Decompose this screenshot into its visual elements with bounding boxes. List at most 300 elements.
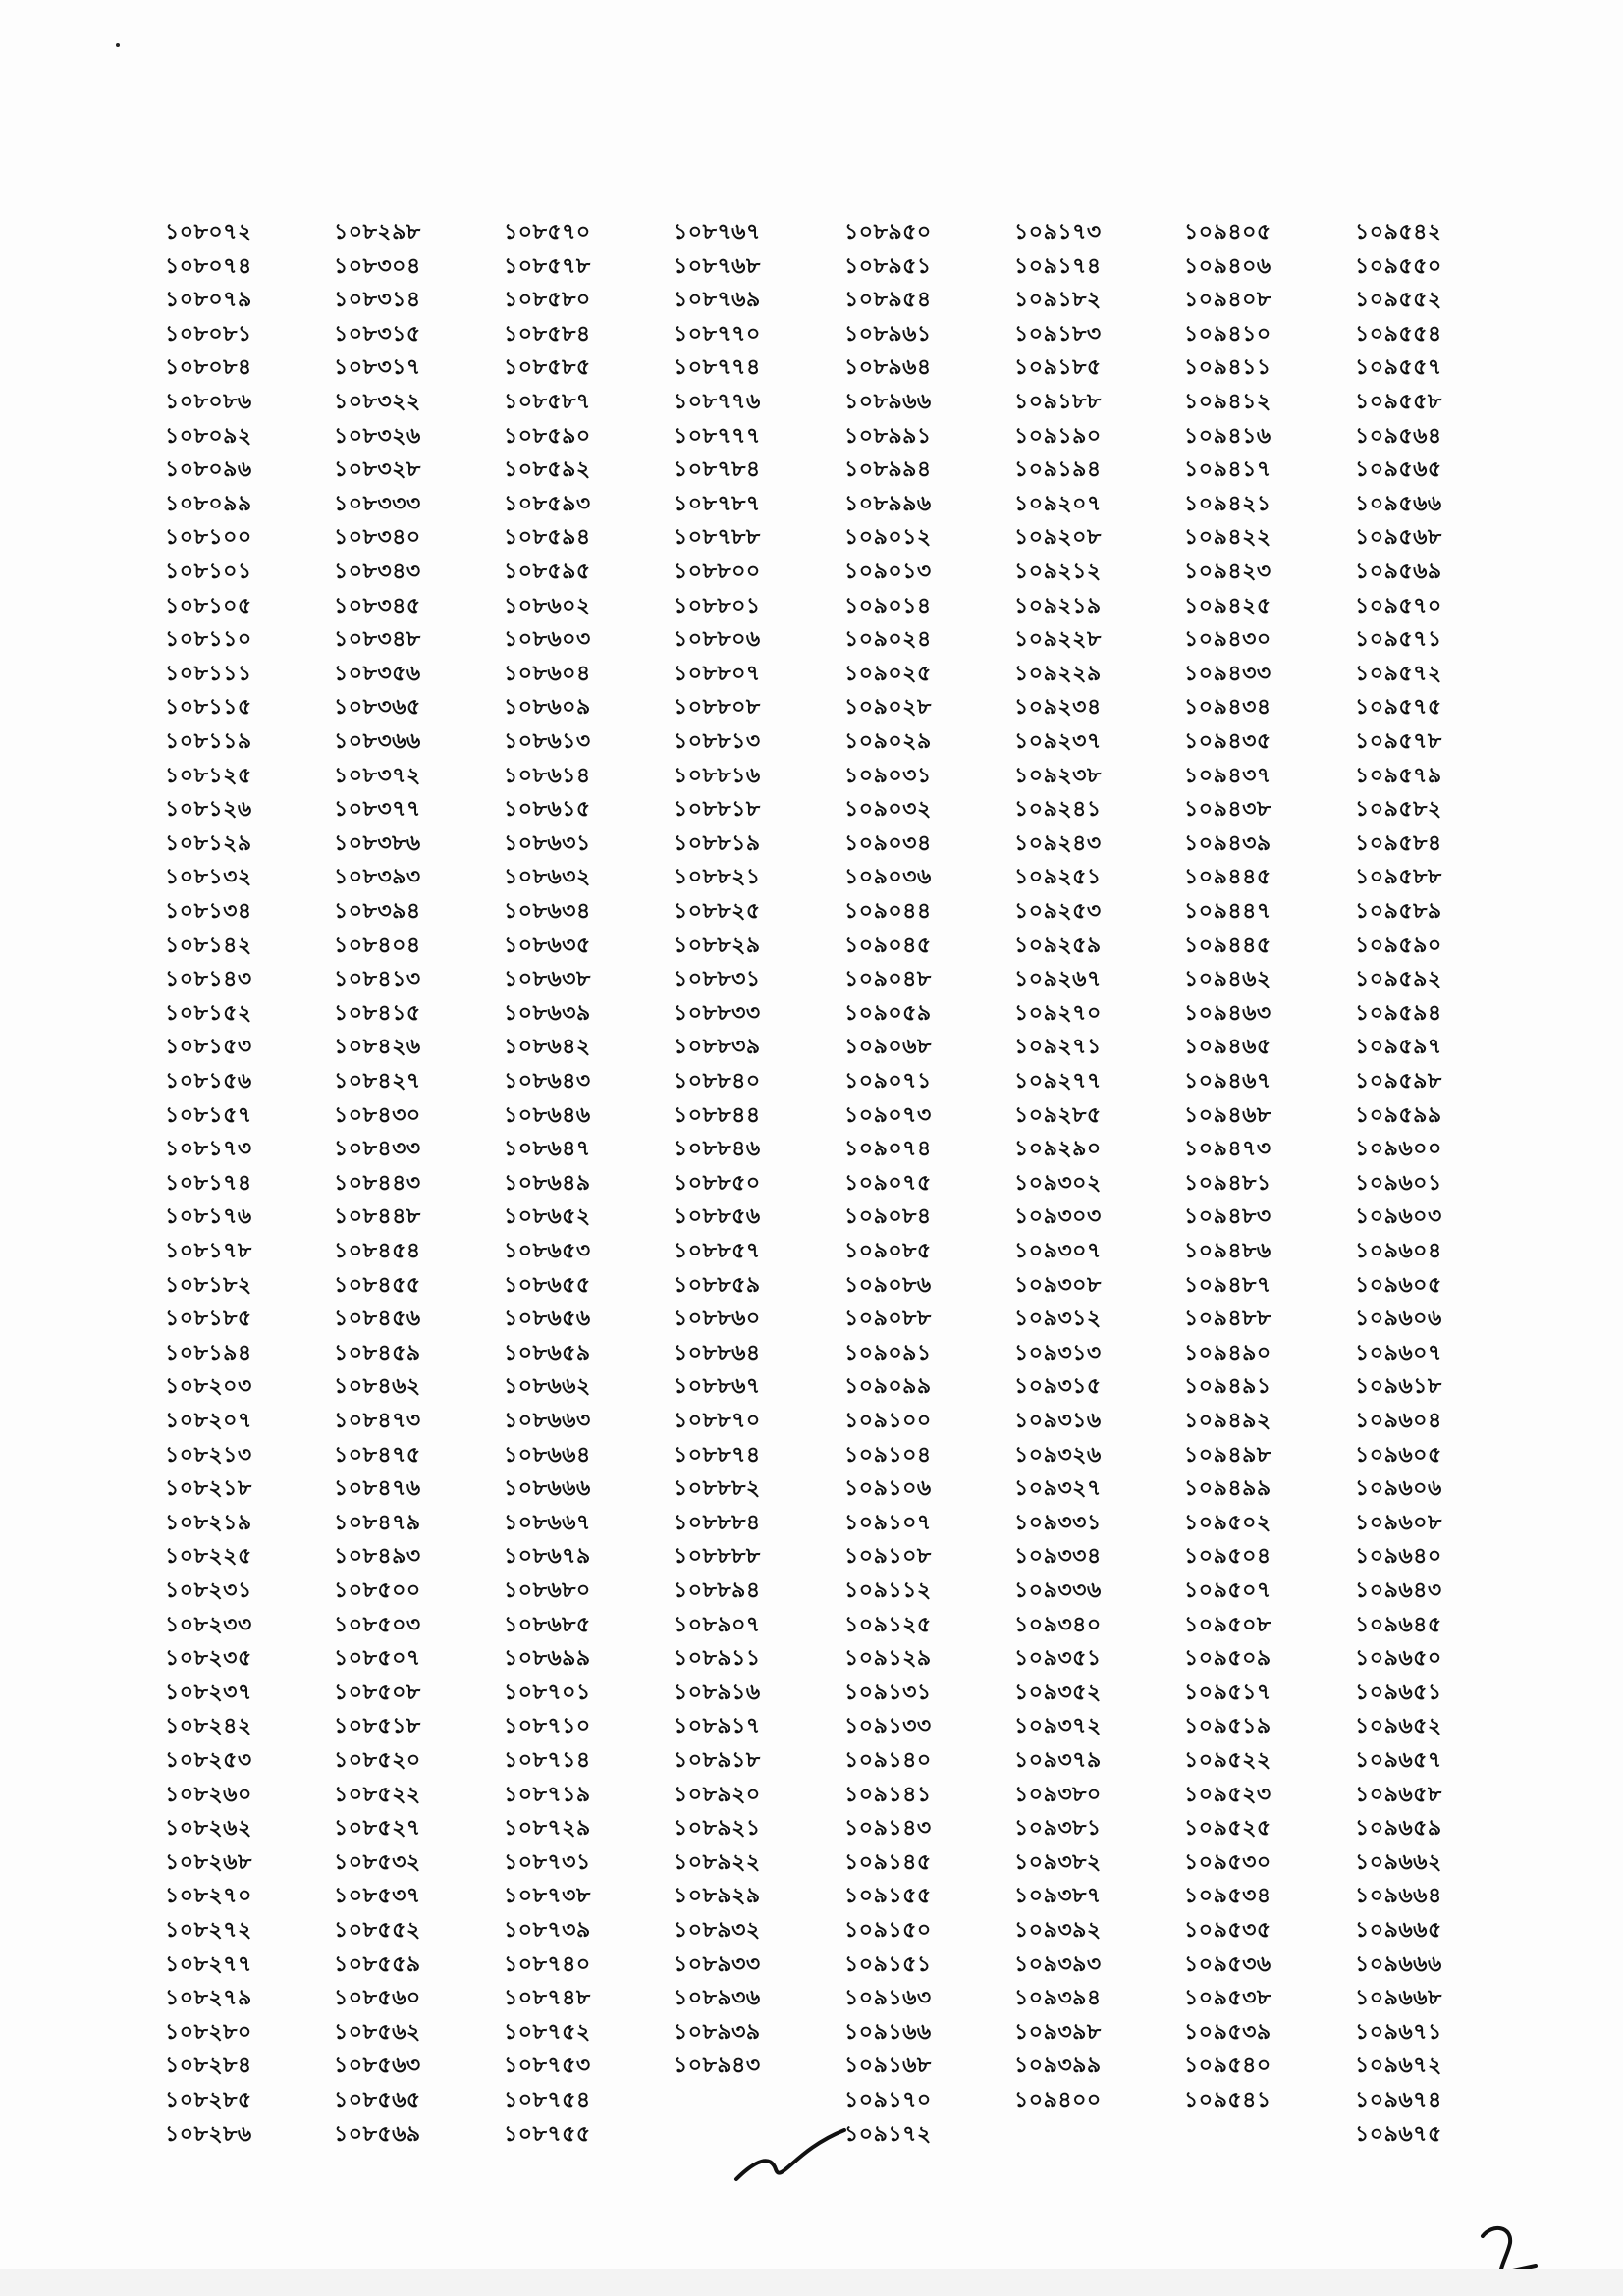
roll-number: ১০৯১৭৪ <box>1014 253 1102 279</box>
roll-number: ১০৯৫৮৯ <box>1355 899 1442 924</box>
roll-number: ১০৯৫১৭ <box>1184 1680 1271 1705</box>
roll-number: ১০৮৪৫৫ <box>334 1272 421 1298</box>
roll-number: ১০৮৮৩১ <box>674 967 761 992</box>
roll-number: ১০৯৫৩৫ <box>1184 1918 1271 1943</box>
roll-number: ১০৮৩৪৩ <box>334 560 421 584</box>
roll-number: ১০৮৫০০ <box>334 1578 421 1603</box>
roll-number: ১০৯১৮২ <box>1014 288 1102 313</box>
roll-number: ১০৮৭৬৯ <box>674 288 761 313</box>
roll-number: ১০৯৬৬৬ <box>1355 1951 1442 1977</box>
roll-number: ১০৯৩২৭ <box>1014 1476 1102 1502</box>
roll-number: ১০৮৬৩৪ <box>504 899 591 924</box>
roll-number: ১০৮৮১৮ <box>674 797 761 823</box>
roll-number: ১০৯৫০৪ <box>1184 1544 1271 1570</box>
roll-number: ১০৮৭৭০ <box>674 321 761 347</box>
roll-number: ১০৮৭৫২ <box>504 2019 591 2045</box>
roll-number: ১০৯৬৫৮ <box>1355 1782 1442 1807</box>
roll-number: ১০৮৭১৯ <box>504 1782 591 1807</box>
roll-number: ১০৯৫৭৮ <box>1355 729 1442 754</box>
roll-number: ১০৯৫৯৪ <box>1355 1000 1442 1026</box>
roll-number: ১০৯৪৬৮ <box>1184 1102 1271 1128</box>
roll-number: ১০৮৭৭৭ <box>674 423 761 449</box>
roll-number: ১০৮৯২২ <box>674 1849 761 1875</box>
roll-number: ১০৮৫০৮ <box>334 1680 421 1705</box>
roll-number: ১০৯৫৬৯ <box>1355 560 1442 584</box>
roll-number: ১০৯৫৬৫ <box>1355 457 1442 483</box>
roll-number: ১০৮২৭৯ <box>165 1986 252 2011</box>
roll-number: ১০৯৩৭২ <box>1014 1714 1102 1739</box>
roll-number: ১০৮৫৫৯ <box>334 1951 421 1977</box>
roll-number: ১০৮৬৫৩ <box>504 1239 591 1263</box>
roll-number: ১০৯৫০৮ <box>1184 1612 1271 1637</box>
roll-number: ১০৯১০৮ <box>844 1544 932 1570</box>
roll-number: ১০৯৬৬৫ <box>1355 1918 1442 1943</box>
roll-number: ১০৯৫১৯ <box>1184 1714 1271 1739</box>
roll-number: ১০৯০৯৯ <box>844 1374 932 1400</box>
roll-number: ১০৮৫৯৩ <box>504 491 591 516</box>
roll-number: ১০৯৬৪৩ <box>1355 1578 1442 1603</box>
roll-number: ১০৮৮৮৮ <box>674 1544 761 1570</box>
roll-number: ১০৯৬৪৫ <box>1355 1612 1442 1637</box>
roll-number: ১০৮৯৬৪ <box>844 355 932 381</box>
roll-number: ১০৯৬০৪ <box>1355 1409 1442 1433</box>
roll-number: ১০৮৩৫৬ <box>334 661 421 686</box>
roll-number: ১০৯২৩৭ <box>1014 729 1102 754</box>
roll-number: ১০৯৩৫১ <box>1014 1646 1102 1672</box>
roll-number: ১০৯৩০৩ <box>1014 1204 1102 1230</box>
roll-number: ১০৯২৫১ <box>1014 865 1102 890</box>
roll-number: ১০৮৮৭০ <box>674 1409 761 1433</box>
roll-number: ১০৯৪১৭ <box>1184 457 1271 483</box>
roll-number: ১০৯২৭০ <box>1014 1000 1102 1026</box>
roll-number: ১০৮৫২২ <box>334 1782 421 1807</box>
roll-number: ১০৮৬৪৬ <box>504 1102 591 1128</box>
roll-number: ১০৮৯৫৪ <box>844 288 932 313</box>
roll-number: ১০৯৩১৬ <box>1014 1409 1102 1433</box>
roll-number: ১০৮৫২৭ <box>334 1816 421 1842</box>
roll-number: ১০৮২৯৮ <box>334 220 421 244</box>
roll-number: ১০৮৭১০ <box>504 1714 591 1739</box>
roll-number: ১০৯৪৩৭ <box>1184 763 1271 788</box>
roll-number: ১০৮৫৮০ <box>504 288 591 313</box>
roll-number: ১০৯২১২ <box>1014 560 1102 584</box>
roll-number: ১০৮৭৩৮ <box>504 1884 591 1909</box>
roll-number: ১০৮৭৭৪ <box>674 355 761 381</box>
roll-number: ১০৮৬৪৯ <box>504 1170 591 1196</box>
roll-number: ১০৯৩১২ <box>1014 1307 1102 1332</box>
roll-number: ১০৮৮৬৪ <box>674 1340 761 1365</box>
roll-number: ১০৮৪০৪ <box>334 933 421 958</box>
roll-number: ১০৮০৮৬ <box>165 390 252 414</box>
roll-number: ১০৯৩০৭ <box>1014 1239 1102 1263</box>
roll-number: ১০৯৪২১ <box>1184 491 1271 516</box>
roll-number: ১০৯১০৪ <box>844 1442 932 1468</box>
roll-number: ১০৮৫৯৫ <box>504 560 591 584</box>
roll-number: ১০৮২১৩ <box>165 1442 252 1468</box>
roll-number: ১০৯১২৯ <box>844 1646 932 1672</box>
roll-number: ১০৮২৮০ <box>165 2019 252 2045</box>
roll-number: ১০৯৬৬২ <box>1355 1849 1442 1875</box>
roll-number: ১০৯৪৪৫ <box>1184 933 1271 958</box>
roll-number: ১০৮৬৫২ <box>504 1204 591 1230</box>
roll-number: ১০৮৫৯২ <box>504 457 591 483</box>
roll-number: ১০৮৮০০ <box>674 560 761 584</box>
roll-number: ১০৮৭৮৪ <box>674 457 761 483</box>
roll-number: ১০৯১৮৮ <box>1014 390 1102 414</box>
roll-number: ১০৯৪১২ <box>1184 390 1271 414</box>
roll-number: ১০৮৬৫৯ <box>504 1340 591 1365</box>
roll-number: ১০৮০৭২ <box>165 220 252 244</box>
roll-number: ১০৯৫৭১ <box>1355 627 1442 653</box>
roll-number: ১০৯২২৯ <box>1014 661 1102 686</box>
roll-number: ১০৮৫৬৫ <box>334 2088 421 2112</box>
roll-number: ১০৮৯১৮ <box>674 1748 761 1773</box>
roll-number: ১০৯৫২২ <box>1184 1748 1271 1773</box>
roll-number: ১০৯৬৫৯ <box>1355 1816 1442 1842</box>
roll-number: ১০৮৮৪০ <box>674 1069 761 1094</box>
roll-number: ১০৯১৬৩ <box>844 1986 932 2011</box>
roll-number: ১০৯৪৮৭ <box>1184 1272 1271 1298</box>
roll-number: ১০৯৬৪০ <box>1355 1544 1442 1570</box>
roll-number: ১০৯১৩৩ <box>844 1714 932 1739</box>
roll-number: ১০৯৪৩৩ <box>1184 661 1271 686</box>
roll-number: ১০৮২৭০ <box>165 1884 252 1909</box>
roll-number: ১০৮৪৩৩ <box>334 1137 421 1162</box>
roll-number: ১০৮৪৪৩ <box>334 1170 421 1196</box>
roll-number: ১০৮৬০৩ <box>504 627 591 653</box>
roll-number: ১০৮৯০৭ <box>674 1612 761 1637</box>
roll-number: ১০৯৫৪২ <box>1355 220 1442 244</box>
roll-number: ১০৯৬৫২ <box>1355 1714 1442 1739</box>
roll-number: ১০৮৫২০ <box>334 1748 421 1773</box>
roll-number: ১০৮৯২০ <box>674 1782 761 1807</box>
roll-number: ১০৯৩৪০ <box>1014 1612 1102 1637</box>
roll-number: ১০৮২৩৫ <box>165 1646 252 1672</box>
roll-number: ১০৮৮২৫ <box>674 899 761 924</box>
roll-number: ১০৮৬৯৯ <box>504 1646 591 1672</box>
roll-number: ১০৮৪৭৩ <box>334 1409 421 1433</box>
roll-number: ১০৮২৭৭ <box>165 1951 252 1977</box>
roll-number: ১০৯১৬৮ <box>844 2054 932 2079</box>
roll-number: ১০৯৬০৫ <box>1355 1272 1442 1298</box>
roll-number: ১০৮১৩৪ <box>165 899 252 924</box>
roll-number: ১০৯৫৩০ <box>1184 1849 1271 1875</box>
scan-bottom-edge <box>0 2269 1623 2296</box>
roll-number: ১০৮৭০১ <box>504 1680 591 1705</box>
roll-number: ১০৮১৩২ <box>165 865 252 890</box>
roll-number: ১০৮২০৭ <box>165 1409 252 1433</box>
roll-number: ১০৮৩৯৩ <box>334 865 421 890</box>
roll-number: ১০৯০৩৬ <box>844 865 932 890</box>
roll-number: ১০৮৬০৪ <box>504 661 591 686</box>
roll-number: ১০৮১৭৮ <box>165 1239 252 1263</box>
roll-number: ১০৯২১৯ <box>1014 593 1102 618</box>
roll-number: ১০৯২২৮ <box>1014 627 1102 653</box>
roll-number: ১০৮৫৮৭ <box>504 390 591 414</box>
roll-number: ১০৮১৫২ <box>165 1000 252 1026</box>
roll-number: ১০৮২১৯ <box>165 1510 252 1535</box>
roll-number: ১০৯২৩৮ <box>1014 763 1102 788</box>
roll-number: ১০৯৬৭৫ <box>1355 2121 1442 2147</box>
roll-number: ১০৯৫৫০ <box>1355 253 1442 279</box>
roll-number: ১০৮১৫৭ <box>165 1102 252 1128</box>
roll-number: ১০৮২৩৩ <box>165 1612 252 1637</box>
roll-number: ১০৯০২৪ <box>844 627 932 653</box>
roll-number: ১০৮৭১৪ <box>504 1748 591 1773</box>
roll-number: ১০৮৯৩৯ <box>674 2019 761 2045</box>
roll-number: ১০৯০৪৮ <box>844 967 932 992</box>
roll-number: ১০৮৬৫৬ <box>504 1307 591 1332</box>
roll-number: ১০৮১৭৬ <box>165 1204 252 1230</box>
roll-number: ১০৮০৭৯ <box>165 288 252 313</box>
roll-number: ১০৯৪৮৩ <box>1184 1204 1271 1230</box>
roll-number: ১০৯৬৫০ <box>1355 1646 1442 1672</box>
roll-number: ১০৯০৮৫ <box>844 1239 932 1263</box>
roll-number: ১০৮২২৫ <box>165 1544 252 1570</box>
roll-number: ১০৮৭৩৯ <box>504 1918 591 1943</box>
roll-number: ১০৯৫২৫ <box>1184 1816 1271 1842</box>
roll-number: ১০৮২০৩ <box>165 1374 252 1400</box>
roll-number: ১০৯৫৫৮ <box>1355 390 1442 414</box>
roll-number: ১০৯১৬৬ <box>844 2019 932 2045</box>
roll-number: ১০৮৬৩১ <box>504 830 591 856</box>
roll-number: ১০৮৮১৬ <box>674 763 761 788</box>
roll-number: ১০৯১৭২ <box>844 2121 932 2147</box>
roll-number: ১০৯২৩৪ <box>1014 695 1102 721</box>
roll-number: ১০৯১৪৫ <box>844 1849 932 1875</box>
roll-number: ১০৮৫৭০ <box>504 220 591 244</box>
roll-number: ১০৯২৭৭ <box>1014 1069 1102 1094</box>
roll-number: ১০৯১৯৪ <box>1014 457 1102 483</box>
roll-number: ১০৮৫৮৪ <box>504 321 591 347</box>
roll-number: ১০৯৪১০ <box>1184 321 1271 347</box>
roll-number: ১০৮৭৬৮ <box>674 253 761 279</box>
roll-number: ১০৮৭৩১ <box>504 1849 591 1875</box>
roll-number: ১০৮৬৪৭ <box>504 1137 591 1162</box>
roll-number: ১০৯০২৮ <box>844 695 932 721</box>
roll-number: ১০৯৬৬৪ <box>1355 1884 1442 1909</box>
roll-number: ১০৯০৩২ <box>844 797 932 823</box>
roll-number: ১০৯৫৬৬ <box>1355 491 1442 516</box>
roll-number: ১০৮৩৬৬ <box>334 729 421 754</box>
roll-number: ১০৮১৭৪ <box>165 1170 252 1196</box>
roll-number: ১০৯৪৩৪ <box>1184 695 1271 721</box>
roll-number: ১০৯০৮৪ <box>844 1204 932 1230</box>
roll-number: ১০৯১৫৫ <box>844 1884 932 1909</box>
roll-number: ১০৯৪৯৮ <box>1184 1442 1271 1468</box>
roll-number: ১০৯৬০০ <box>1355 1137 1442 1162</box>
roll-number: ১০৮২৩১ <box>165 1578 252 1603</box>
roll-number: ১০৯৫৬৪ <box>1355 423 1442 449</box>
roll-number: ১০৮৩৯৪ <box>334 899 421 924</box>
roll-number: ১০৯৫৩৮ <box>1184 1986 1271 2011</box>
roll-number: ১০৯৪৬২ <box>1184 967 1271 992</box>
roll-number: ১০৮৪৭৫ <box>334 1442 421 1468</box>
roll-number: ১০৮৮৪৬ <box>674 1137 761 1162</box>
roll-number: ১০৯৩৮১ <box>1014 1816 1102 1842</box>
roll-number: ১০৮৬৬৩ <box>504 1409 591 1433</box>
roll-number: ১০৯৫০৭ <box>1184 1578 1271 1603</box>
roll-number: ১০৯৫৪১ <box>1184 2088 1271 2112</box>
roll-number: ১০৯২০৭ <box>1014 491 1102 516</box>
roll-number: ১০৯১১২ <box>844 1578 932 1603</box>
roll-number: ১০৮৬৬৪ <box>504 1442 591 1468</box>
roll-number: ১০৮৯৯৬ <box>844 491 932 516</box>
roll-number: ১০৯১৫১ <box>844 1951 932 1977</box>
roll-number: ১০৯৫৮৪ <box>1355 830 1442 856</box>
signature-mark <box>727 2110 854 2199</box>
roll-number: ১০৯৩৭৯ <box>1014 1748 1102 1773</box>
roll-number: ১০৮০৯৯ <box>165 491 252 516</box>
roll-number: ১০৮১৪৩ <box>165 967 252 992</box>
roll-number: ১০৯৩৯৮ <box>1014 2019 1102 2045</box>
roll-number: ১০৯৫৯৭ <box>1355 1035 1442 1060</box>
roll-number: ১০৮১৯৪ <box>165 1340 252 1365</box>
roll-number: ১০৮৭৮৭ <box>674 491 761 516</box>
roll-number: ১০৯৪৯০ <box>1184 1340 1271 1365</box>
roll-number: ১০৮৬০৯ <box>504 695 591 721</box>
roll-number: ১০৯৫৭০ <box>1355 593 1442 618</box>
roll-number: ১০৮৯১৭ <box>674 1714 761 1739</box>
roll-number: ১০৮১২৫ <box>165 763 252 788</box>
roll-number: ১০৮৯৫০ <box>844 220 932 244</box>
roll-number: ১০৮২১৮ <box>165 1476 252 1502</box>
roll-number: ১০৮২৩৭ <box>165 1680 252 1705</box>
roll-number: ১০৮৮০৮ <box>674 695 761 721</box>
roll-number: ১০৮২৮৪ <box>165 2054 252 2079</box>
roll-number: ১০৯৫৮৮ <box>1355 865 1442 890</box>
roll-number: ১০৮১১৯ <box>165 729 252 754</box>
roll-number: ১০৮৮৫৭ <box>674 1239 761 1263</box>
roll-number: ১০৯১৪০ <box>844 1748 932 1773</box>
roll-number: ১০৯৫২৩ <box>1184 1782 1271 1807</box>
roll-number: ১০৯৪১১ <box>1184 355 1271 381</box>
roll-number: ১০৯৫৯৯ <box>1355 1102 1442 1128</box>
roll-number: ১০৯২০৮ <box>1014 525 1102 551</box>
roll-number: ১০৯১৮৫ <box>1014 355 1102 381</box>
roll-number: ১০৮৭২৯ <box>504 1816 591 1842</box>
roll-number: ১০৯০৮৬ <box>844 1272 932 1298</box>
roll-number: ১০৮০৮১ <box>165 321 252 347</box>
roll-number: ১০৯৫৯২ <box>1355 967 1442 992</box>
roll-number: ১০৮৫৬০ <box>334 1986 421 2011</box>
roll-number: ১০৮৬৩২ <box>504 865 591 890</box>
roll-number: ১০৯৩৩৬ <box>1014 1578 1102 1603</box>
roll-number: ১০৯৩৯২ <box>1014 1918 1102 1943</box>
roll-number: ১০৮১২৬ <box>165 797 252 823</box>
roll-number: ১০৯১৫০ <box>844 1918 932 1943</box>
roll-number: ১০৮০৯৬ <box>165 457 252 483</box>
roll-number: ১০৮৯৪৩ <box>674 2054 761 2079</box>
roll-number: ১০৯১৪১ <box>844 1782 932 1807</box>
roll-number: ১০৯০৫৯ <box>844 1000 932 1026</box>
roll-number: ১০৮৩৬৫ <box>334 695 421 721</box>
roll-number: ১০৯৫৪০ <box>1184 2054 1271 2079</box>
roll-number: ১০৯০২৯ <box>844 729 932 754</box>
roll-number: ১০৮৩৪০ <box>334 525 421 551</box>
roll-number: ১০৯৬০৫ <box>1355 1442 1442 1468</box>
roll-number: ১০৯৪৬৫ <box>1184 1035 1271 1060</box>
roll-number: ১০৯৬৭১ <box>1355 2019 1442 2045</box>
roll-number: ১০৮৫৩৭ <box>334 1884 421 1909</box>
roll-number: ১০৯৪৮৮ <box>1184 1307 1271 1332</box>
roll-number: ১০৮৪৫৬ <box>334 1307 421 1332</box>
roll-number: ১০৮৬৬২ <box>504 1374 591 1400</box>
roll-number: ১০৮৭৫৫ <box>504 2121 591 2147</box>
roll-number: ১০৯৩৫২ <box>1014 1680 1102 1705</box>
roll-number: ১০৯৬০১ <box>1355 1170 1442 1196</box>
roll-number: ১০৮১২৯ <box>165 830 252 856</box>
roll-number: ১০৯৬০৭ <box>1355 1340 1442 1365</box>
roll-number: ১০৯০৭৫ <box>844 1170 932 1196</box>
roll-number: ১০৮৮৭৪ <box>674 1442 761 1468</box>
roll-number: ১০৮৮৮৪ <box>674 1510 761 1535</box>
roll-number: ১০৮৯৯১ <box>844 423 932 449</box>
roll-number: ১০৮৬৮৫ <box>504 1612 591 1637</box>
roll-number: ১০৮৭৪৮ <box>504 1986 591 2011</box>
roll-number: ১০৯১৭৩ <box>1014 220 1102 244</box>
roll-number: ১০৯৫০২ <box>1184 1510 1271 1535</box>
roll-number: ১০৮৩২২ <box>334 390 421 414</box>
roll-number: ১০৮৬০২ <box>504 593 591 618</box>
roll-number: ১০৮১০৫ <box>165 593 252 618</box>
roll-number: ১০৯১০৭ <box>844 1510 932 1535</box>
roll-number: ১০৮৯১৬ <box>674 1680 761 1705</box>
roll-number: ১০৯২৪৩ <box>1014 830 1102 856</box>
scan-speck <box>116 43 120 47</box>
roll-number: ১০৮৮৬০ <box>674 1307 761 1332</box>
roll-number: ১০৮৮৪৪ <box>674 1102 761 1128</box>
roll-number: ১০৮৭৬৭ <box>674 220 761 244</box>
roll-number: ১০৮২৬২ <box>165 1816 252 1842</box>
roll-number: ১০৮৩২৬ <box>334 423 421 449</box>
roll-number: ১০৯০৩৪ <box>844 830 932 856</box>
roll-number: ১০৯৩০২ <box>1014 1170 1102 1196</box>
roll-number: ১০৮৮৫৯ <box>674 1272 761 1298</box>
roll-number: ১০৯৫৩৬ <box>1184 1951 1271 1977</box>
roll-number: ১০৮৪৯৩ <box>334 1544 421 1570</box>
roll-number: ১০৯৩১৩ <box>1014 1340 1102 1365</box>
roll-number: ১০৮১৫৩ <box>165 1035 252 1060</box>
roll-number: ১০৮৩৩৩ <box>334 491 421 516</box>
roll-number: ১০৯১৭০ <box>844 2088 932 2112</box>
roll-number: ১০৮৩০৪ <box>334 253 421 279</box>
roll-number: ১০৮৩১৭ <box>334 355 421 381</box>
roll-number: ১০৯০৮৮ <box>844 1307 932 1332</box>
roll-number: ১০৮৬৩৮ <box>504 967 591 992</box>
roll-number: ১০৮৭৮৮ <box>674 525 761 551</box>
roll-number: ১০৯৩৯৯ <box>1014 2054 1102 2079</box>
roll-number: ১০৯৩৩১ <box>1014 1510 1102 1535</box>
roll-number: ১০৯০৩১ <box>844 763 932 788</box>
roll-number: ১০৮৩৭২ <box>334 763 421 788</box>
roll-number: ১০৯৪২৫ <box>1184 593 1271 618</box>
roll-number: ১০৮৮৫৬ <box>674 1204 761 1230</box>
roll-number: ১০৯০৬৮ <box>844 1035 932 1060</box>
roll-number: ১০৯৪৩৫ <box>1184 729 1271 754</box>
roll-number: ১০৮৫০৭ <box>334 1646 421 1672</box>
roll-number: ১০৮৫৩২ <box>334 1849 421 1875</box>
roll-number: ১০৮১৫৬ <box>165 1069 252 1094</box>
roll-number: ১০৯১৩১ <box>844 1680 932 1705</box>
roll-number: ১০৮৪৫৪ <box>334 1239 421 1263</box>
roll-number: ১০৮৮৩৩ <box>674 1000 761 1026</box>
roll-number: ১০৮৮৯৪ <box>674 1578 761 1603</box>
roll-number: ১০৮৮০৭ <box>674 661 761 686</box>
roll-number: ১০৮১১১ <box>165 661 252 686</box>
roll-number: ১০৮৮০১ <box>674 593 761 618</box>
roll-number: ১০৮৮৮২ <box>674 1476 761 1502</box>
